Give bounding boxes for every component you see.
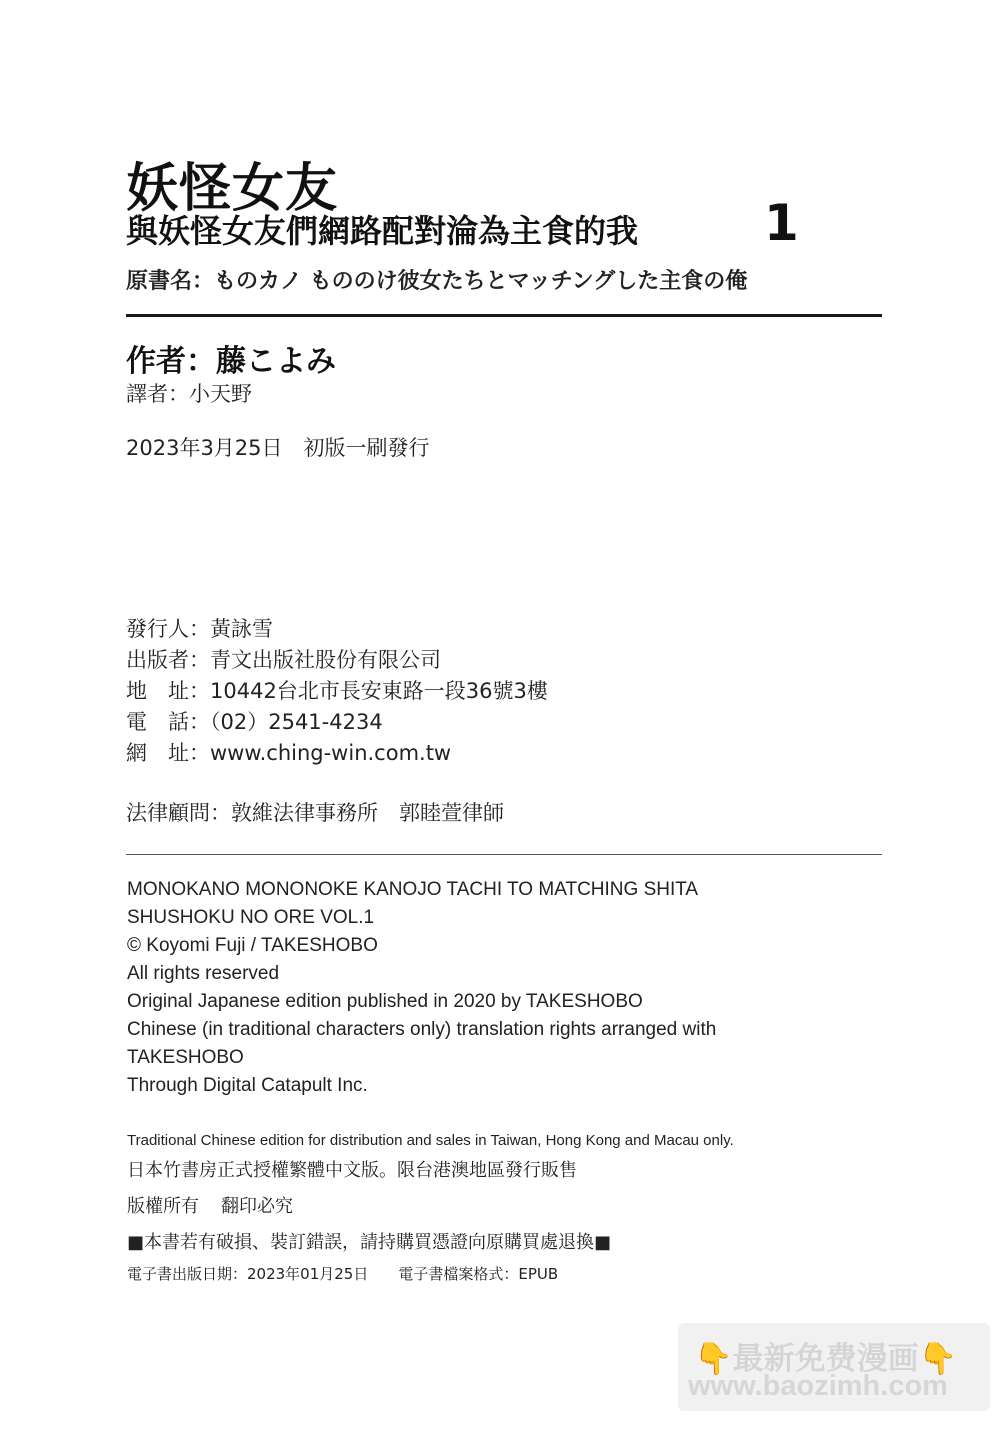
no-copy-notice: 翻印必究 bbox=[221, 1196, 293, 1217]
original-title: 原書名：ものカノ もののけ彼女たちとマッチングした主食の俺 bbox=[126, 269, 748, 294]
rights-reserved: 版權所有 bbox=[127, 1196, 199, 1217]
publisher-line-company: 出版者：青文出版社股份有限公司 bbox=[126, 648, 441, 672]
book-title: 妖怪女友 bbox=[126, 159, 339, 219]
legal-counsel: 法律顧問：敦維法律事務所 郭睦萱律師 bbox=[126, 801, 504, 825]
copyright-line: All rights reserved bbox=[127, 963, 280, 984]
ebook-info bbox=[127, 1263, 558, 1284]
copyright-line: Chinese (in traditional characters only) translation rights arranged with bbox=[127, 1019, 717, 1040]
copyright-divider bbox=[126, 854, 882, 855]
publisher-line-phone: 電 話：（02）2541-4234 bbox=[126, 710, 383, 734]
english-copyright bbox=[127, 876, 716, 1100]
watermark-label: 最新免费漫画 bbox=[732, 1341, 919, 1377]
pointing-down-icon: 👇 bbox=[694, 1341, 733, 1377]
copyright-line: TAKESHOBO bbox=[127, 1047, 244, 1068]
copyright-line: © Koyomi Fuji / TAKESHOBO bbox=[127, 935, 378, 956]
edition-date: 2023年3月25日 初版一刷發行 bbox=[126, 436, 430, 460]
publisher-info bbox=[126, 614, 548, 769]
copyright-line: Original Japanese edition published in 2020 by TAKESHOBO bbox=[127, 991, 643, 1012]
book-subtitle: 與妖怪女友們網路配對淪為主食的我 bbox=[126, 212, 639, 250]
copyright-line: SHUSHOKU NO ORE VOL.1 bbox=[127, 907, 375, 928]
volume-number: 1 bbox=[764, 194, 799, 252]
distribution-english: Traditional Chinese edition for distribution and sales in Taiwan, Hong Kong and Macau only. bbox=[127, 1132, 734, 1149]
translator-credit: 譯者：小天野 bbox=[126, 382, 252, 406]
copyright-line: Through Digital Catapult Inc. bbox=[127, 1075, 368, 1096]
publisher-line-website: 網 址：www.ching-win.com.tw bbox=[126, 741, 452, 765]
publisher-line-address: 地 址：10442台北市長安東路一段36號3樓 bbox=[126, 679, 548, 703]
watermark-url: www.baozimh.com bbox=[688, 1370, 948, 1402]
ebook-date: 電子書出版日期：2023年01月25日 bbox=[127, 1265, 369, 1283]
title-divider bbox=[126, 314, 882, 317]
publisher-line-issuer: 發行人：黃詠雪 bbox=[126, 617, 273, 641]
damage-return-notice: ■本書若有破損、裝訂錯誤，請持購買憑證向原購買處退換■ bbox=[127, 1232, 612, 1253]
ebook-format: 電子書檔案格式：EPUB bbox=[398, 1265, 559, 1283]
distribution-chinese: 日本竹書房正式授權繁體中文版。限台港澳地區發行販售 bbox=[127, 1160, 577, 1181]
author-credit: 作者：藤こよみ bbox=[126, 344, 336, 379]
copyright-line: MONOKANO MONONOKE KANOJO TACHI TO MATCHING SHITA bbox=[127, 879, 699, 900]
pointing-down-icon: 👇 bbox=[918, 1341, 958, 1377]
rights-notice bbox=[127, 1192, 293, 1218]
